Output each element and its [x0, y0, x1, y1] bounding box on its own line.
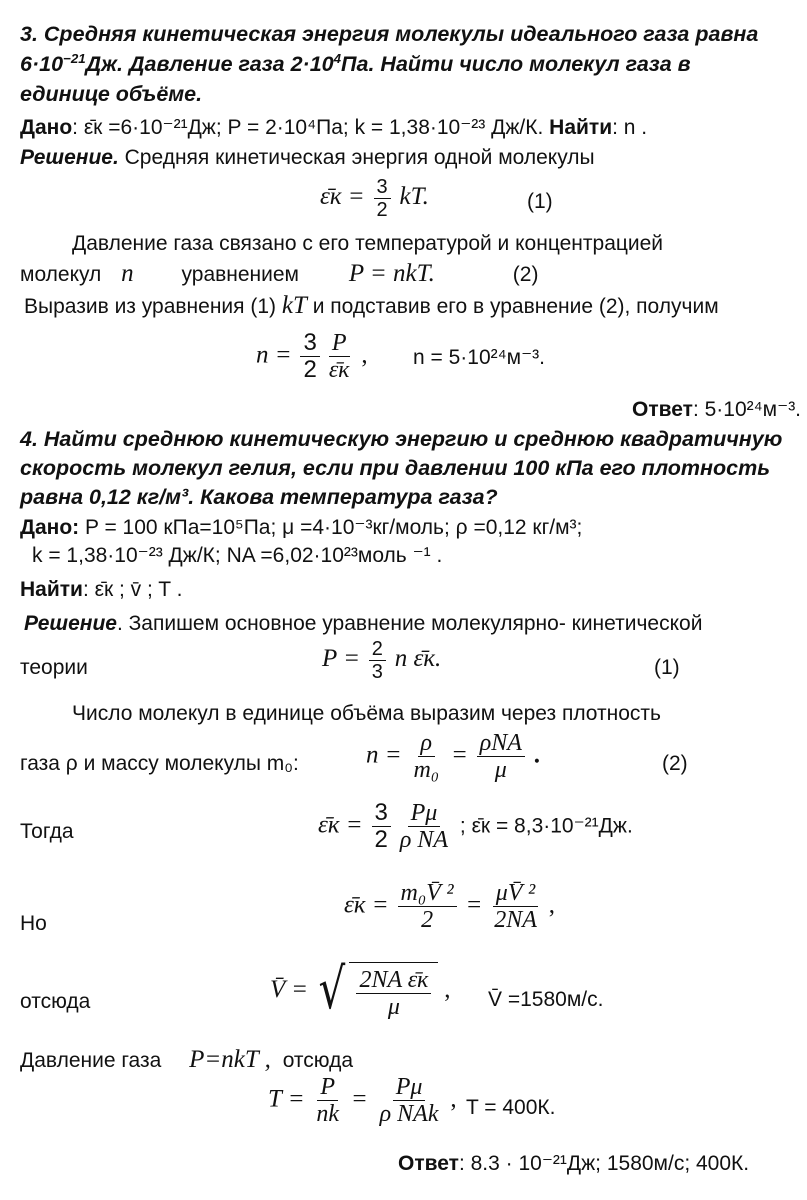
- then-word: Тогда: [20, 820, 74, 843]
- eq-lhs: P =: [322, 645, 360, 673]
- problem3-result: n = 5·10²⁴м⁻³.: [413, 346, 546, 369]
- find-label: Найти: [20, 578, 83, 601]
- eq-separator: ,: [361, 341, 368, 369]
- problem4-title-line1: 4. Найти среднюю кинетическую энергию и среднюю квадратичную: [20, 427, 783, 451]
- problem3-energy-mantissa: 6·10: [20, 52, 64, 76]
- eq-p-nkt: P=nkT ,: [189, 1046, 271, 1073]
- frac-denominator: ε̄к: [328, 357, 350, 384]
- frac-denominator: 2: [376, 199, 388, 221]
- eq-lhs: n =: [256, 341, 292, 369]
- fraction-p-over-nk: [313, 1074, 342, 1128]
- but-word: Но: [20, 912, 47, 935]
- problem4-find: [20, 578, 182, 602]
- fraction-rhona-over-mu: [477, 730, 525, 784]
- fraction-rho-over-m0: [410, 730, 442, 784]
- fraction-3-2: [300, 330, 319, 384]
- problem3-paragraph2: [24, 292, 719, 321]
- problem3-title-line3: единице объёме.: [20, 82, 203, 106]
- eq-rhs: n ε̄к.: [394, 645, 442, 673]
- eq-rhs: kT.: [399, 183, 429, 211]
- frac-numerator: 2NA ε̄к: [356, 967, 431, 994]
- problem3-task-text: Па. Найти число молекул газа в: [341, 52, 691, 76]
- problem3-paragraph1-line1: Давление газа связано с его температурой и концентрацией: [72, 232, 664, 255]
- energy-result: ; ε̄к = 8,3·10⁻²¹Дж.: [459, 814, 633, 838]
- frac-denominator: 2: [303, 356, 317, 384]
- gas-pressure-text: Давление газа: [20, 1049, 162, 1072]
- eq-comma: ,: [444, 975, 451, 1003]
- frac-denominator: 2NA: [494, 907, 537, 934]
- given-label: Дано:: [20, 516, 80, 539]
- answer-label: Ответ: [398, 1152, 459, 1175]
- eq-p-nkt: P = nkT.: [348, 260, 435, 287]
- eq-lhs: n =: [366, 741, 402, 769]
- problem4-equation-4: [344, 880, 555, 934]
- frac-numerator: m₀V̄ ²: [398, 880, 457, 907]
- eq-lhs: ε̄к =: [320, 183, 365, 211]
- eq-comma: ,: [548, 891, 555, 919]
- frac-denominator: m₀: [413, 757, 440, 784]
- frac-denominator: 2: [374, 826, 388, 854]
- problem4-equation-5: [270, 957, 451, 1022]
- problem3-equation-1: [320, 176, 429, 221]
- frac-numerator: Pμ: [408, 800, 441, 827]
- frac-numerator: P: [329, 330, 350, 357]
- given-label: Дано: [20, 116, 73, 139]
- substitute-text: и подставив его в уравнение (2), получим: [312, 295, 719, 318]
- problem3-pressure-text: Дж. Давление газа 2·10: [85, 52, 334, 76]
- problem3-given: [20, 116, 647, 140]
- theory-word: теории: [20, 656, 88, 679]
- problem4-paragraph1-line1: Число молекул в единице объёма выразим через плотность: [72, 702, 661, 725]
- fraction-2naek-over-mu: [356, 967, 431, 1021]
- equation-tag-2: (2): [662, 752, 688, 775]
- frac-numerator: μV̄ ²: [493, 880, 538, 907]
- frac-numerator: 2: [369, 638, 386, 661]
- problem3-paragraph1-line2: [20, 260, 538, 289]
- fraction-muv2-over-2na: [491, 880, 540, 934]
- kt-symbol: kT: [281, 292, 307, 319]
- frac-denominator: nk: [316, 1101, 340, 1128]
- problem4-title-line2: скорость молекул гелия, если при давлении 100 кПа его плотность: [20, 456, 771, 480]
- eq-comma: ,: [450, 1085, 457, 1113]
- problem4-title-line3: равна 0,12 кг/м³. Какова температура газа?: [20, 485, 498, 509]
- hence-text: отсюда: [282, 1049, 354, 1072]
- find-variable: : n .: [612, 116, 648, 139]
- problem3-energy-exponent: −21: [63, 50, 86, 66]
- fraction-m0v2-over-2: [398, 880, 457, 934]
- problem3-pressure-exponent: 4: [333, 50, 342, 66]
- fraction-p-over-energy: [326, 330, 353, 384]
- find-variables: : ε̄к ; v̄ ; T .: [82, 578, 183, 601]
- problem3-solution-intro: [20, 146, 595, 170]
- eq-equals: =: [350, 1085, 368, 1113]
- equation-tag-1: (1): [654, 656, 680, 679]
- fraction-pmu-over-rhona: [397, 800, 451, 854]
- square-root: [314, 957, 439, 1022]
- eq-dot: .: [533, 741, 540, 769]
- problem4-solution-intro: [24, 612, 702, 636]
- frac-denominator: μ: [387, 994, 400, 1021]
- frac-numerator: Pμ: [393, 1074, 426, 1101]
- eq-lhs: T =: [268, 1085, 305, 1113]
- problem3-answer: [632, 398, 801, 422]
- problem4-gas-pressure: [20, 1046, 353, 1075]
- problem3-equation-3: [256, 330, 368, 384]
- velocity-result: V̄ =1580м/с.: [488, 988, 604, 1011]
- find-label: Найти: [549, 116, 613, 139]
- frac-denominator: 3: [371, 661, 383, 683]
- problem4-equation-6: [268, 1074, 457, 1128]
- frac-numerator: 3: [300, 330, 319, 357]
- molecules-word: молекул: [20, 263, 102, 286]
- hence-word: отсюда: [20, 990, 91, 1013]
- fraction-3-2: [374, 176, 391, 221]
- eq-lhs: ε̄к =: [318, 811, 363, 839]
- eq-lhs: V̄ =: [270, 975, 308, 1003]
- solution-label: Решение: [24, 612, 117, 635]
- problem4-answer: [398, 1152, 749, 1176]
- equation-word: уравнением: [181, 263, 299, 286]
- frac-denominator: 2: [421, 907, 434, 934]
- given-values: : ε̄к =6·10⁻²¹Дж; P = 2·10⁴Па; k = 1,38·10⁻²³ Дж/К.: [72, 116, 544, 139]
- equation-tag-1: (1): [527, 190, 553, 213]
- solution-text: . Запишем основное уравнение молекулярно- кинетической: [116, 612, 703, 635]
- problem4-paragraph1-line2: газа ρ и массу молекулы m₀:: [20, 752, 299, 775]
- answer-value: : 5·10²⁴м⁻³.: [692, 398, 802, 421]
- eq-lhs: ε̄к =: [344, 891, 389, 919]
- frac-numerator: P: [317, 1074, 338, 1101]
- problem4-equation-2: [366, 730, 540, 784]
- frac-numerator: 3: [374, 176, 391, 199]
- solution-label: Решение.: [20, 146, 119, 169]
- equation-tag-2: (2): [512, 263, 539, 286]
- frac-denominator: ρ NA: [399, 827, 449, 854]
- answer-value: : 8.3 · 10⁻²¹Дж; 1580м/с; 400К.: [458, 1152, 750, 1175]
- fraction-pmu-over-rhonak: [377, 1074, 442, 1128]
- frac-numerator: 3: [372, 800, 391, 827]
- solution-text: Средняя кинетическая энергия одной молекулы: [124, 146, 595, 169]
- fraction-2-3: [369, 638, 386, 683]
- problem4-equation-3: [318, 800, 633, 854]
- problem4-equation-1: [322, 638, 441, 683]
- answer-label: Ответ: [632, 398, 693, 421]
- given-values: P = 100 кПа=10⁵Па; μ =4·10⁻³кг/моль; ρ =0,12 кг/м³;: [79, 516, 583, 539]
- eq-equals: =: [451, 741, 468, 769]
- express-text: Выразив из уравнения (1): [24, 295, 277, 318]
- frac-denominator: μ: [494, 757, 507, 784]
- problem4-given-line2: k = 1,38·10⁻²³ Дж/К; NA =6,02·10²³моль ⁻¹ .: [32, 544, 443, 567]
- temperature-result: T = 400К.: [466, 1096, 556, 1119]
- fraction-3-2: [372, 800, 391, 854]
- problem3-title-line2: [20, 52, 691, 77]
- problem4-given-line1: [20, 516, 582, 540]
- frac-denominator: ρ NAk: [379, 1101, 439, 1128]
- frac-numerator: ρ: [418, 730, 436, 757]
- frac-numerator: ρNA: [477, 730, 525, 757]
- eq-equals: =: [465, 891, 483, 919]
- problem3-title-line1: 3. Средняя кинетическая энергия молекулы идеального газа равна: [20, 22, 759, 46]
- radical-sign: √: [318, 957, 346, 1022]
- n-symbol: n: [121, 260, 134, 287]
